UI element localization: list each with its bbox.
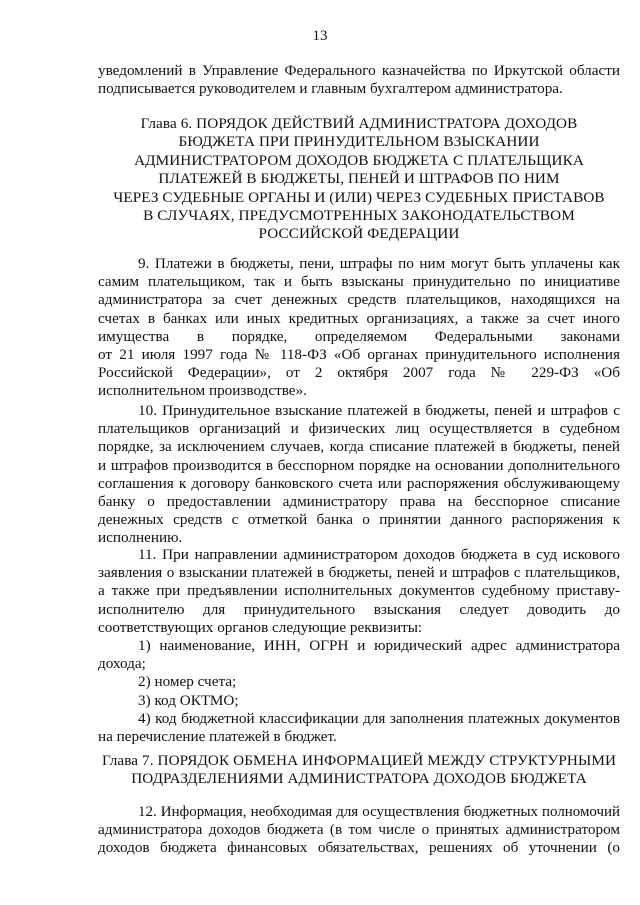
heading-line: АДМИНИСТРАТОРОМ ДОХОДОВ БЮДЖЕТА С ПЛАТЕЛЬЩИКА	[134, 151, 584, 169]
list-item: 2) номер счета;	[138, 673, 237, 691]
text-line: администратора доходов бюджета (в том числе о принятых администратором	[98, 821, 620, 839]
text-line: Российской Федерации», от 2 октября 2007 года № 229-ФЗ «Об	[98, 364, 620, 382]
page-number: 13	[312, 28, 328, 44]
text-line: плательщиков организаций и физических лиц осуществляется в судебном	[98, 420, 620, 438]
text-line: заявления о взыскании платежей в бюджеты, пеней и штрафов с плательщиков,	[98, 564, 620, 582]
text-line: администратора за счет денежных средств плательщиков, находящихся на	[98, 291, 620, 309]
paragraph-12	[98, 803, 620, 858]
text-line: 11. При направлении администратором доходов бюджета в суд искового	[138, 546, 620, 563]
text-line: 10. Принудительное взыскание платежей в бюджеты, пеней и штрафов с	[138, 402, 620, 419]
text-line: банку о предоставлении администратору права на бесспорное списание	[98, 492, 620, 510]
heading-line: В СЛУЧАЯХ, ПРЕДУСМОТРЕННЫХ ЗАКОНОДАТЕЛЬСТВОМ	[143, 207, 575, 225]
heading-line: ЧЕРЕЗ СУДЕБНЫЕ ОРГАНЫ И (ИЛИ) ЧЕРЕЗ СУДЕБНЫХ ПРИСТАВОВ	[113, 188, 605, 206]
requisites-list	[98, 637, 620, 746]
text-line: счетах в банках или иных кредитных организациях, а также за счет иного	[98, 309, 620, 327]
text-line: соглашения к договору банковского счета или распоряжения обслуживающему	[98, 474, 620, 492]
list-item: 4) код бюджетной классификации для заполнения платежных документов	[138, 709, 620, 727]
text-line: от 21 июля 1997 года № 118-ФЗ «Об органах принудительного исполнения	[98, 345, 620, 363]
text-line: денежных средств с отметкой банка о принятии данного распоряжения к	[98, 511, 620, 529]
heading-line: ПОДРАЗДЕЛЕНИЯМИ АДМИНИСТРАТОРА ДОХОДОВ БЮДЖЕТА	[131, 770, 587, 788]
text-line: и штрафов производится в бесспорном порядке на основании дополнительного	[98, 456, 620, 474]
list-item: 3) код ОКТМО;	[138, 691, 239, 709]
paragraph-9	[98, 255, 620, 401]
chapter-6-heading	[98, 115, 620, 244]
text-line: порядке, за исключением случаев, когда списание платежей в бюджеты, пеней	[98, 438, 620, 456]
chapter-7-heading	[98, 752, 620, 789]
list-item: дохода;	[98, 655, 146, 673]
text-line: самим плательщиком, так и быть взысканы принудительно по инициативе	[98, 273, 620, 291]
heading-line: БЮДЖЕТА ПРИ ПРИНУДИТЕЛЬНОМ ВЗЫСКАНИИ	[178, 133, 540, 151]
heading-line: Глава 6. ПОРЯДОК ДЕЙСТВИЙ АДМИНИСТРАТОРА ДОХОДОВ	[140, 115, 578, 132]
text-line: уведомлений в Управление Федерального казначейства по Иркутской области	[98, 62, 620, 79]
paragraph-11	[98, 546, 620, 637]
text-line: исполнителю для принудительного взыскания следует доводить до	[98, 600, 620, 618]
text-line: исполнению.	[98, 529, 183, 547]
text-line: а также при предъявлении исполнительных документов судебному приставу-	[98, 582, 620, 600]
heading-line: ПЛАТЕЖЕЙ В БЮДЖЕТЫ, ПЕНЕЙ И ШТРАФОВ ПО НИМ	[158, 170, 560, 188]
list-item: 1) наименование, ИНН, ОГРН и юридический адрес администратора	[138, 637, 620, 654]
list-item: на перечисление платежей в бюджет.	[98, 727, 337, 745]
text-line: исполнительном производстве».	[98, 382, 307, 400]
text-line: 9. Платежи в бюджеты, пени, штрафы по ним могут быть уплачены как	[138, 255, 620, 272]
text-line: соответствующих органов следующие реквизиты:	[98, 618, 423, 636]
text-line: доходов бюджета финансовых обязательствах, решениях об уточнении (о	[98, 839, 620, 857]
text-line: подписывается руководителем и главным бухгалтером администратора.	[98, 80, 563, 98]
intro-paragraph	[98, 62, 620, 98]
heading-line: РОССИЙСКОЙ ФЕДЕРАЦИИ	[258, 225, 460, 243]
paragraph-10	[98, 402, 620, 548]
heading-line: Глава 7. ПОРЯДОК ОБМЕНА ИНФОРМАЦИЕЙ МЕЖДУ СТРУКТУРНЫМИ	[101, 752, 617, 769]
text-line: имущества в порядке, определяемом Федеральными законами	[98, 327, 620, 345]
text-line: 12. Информация, необходимая для осуществления бюджетных полномочий	[138, 804, 620, 820]
